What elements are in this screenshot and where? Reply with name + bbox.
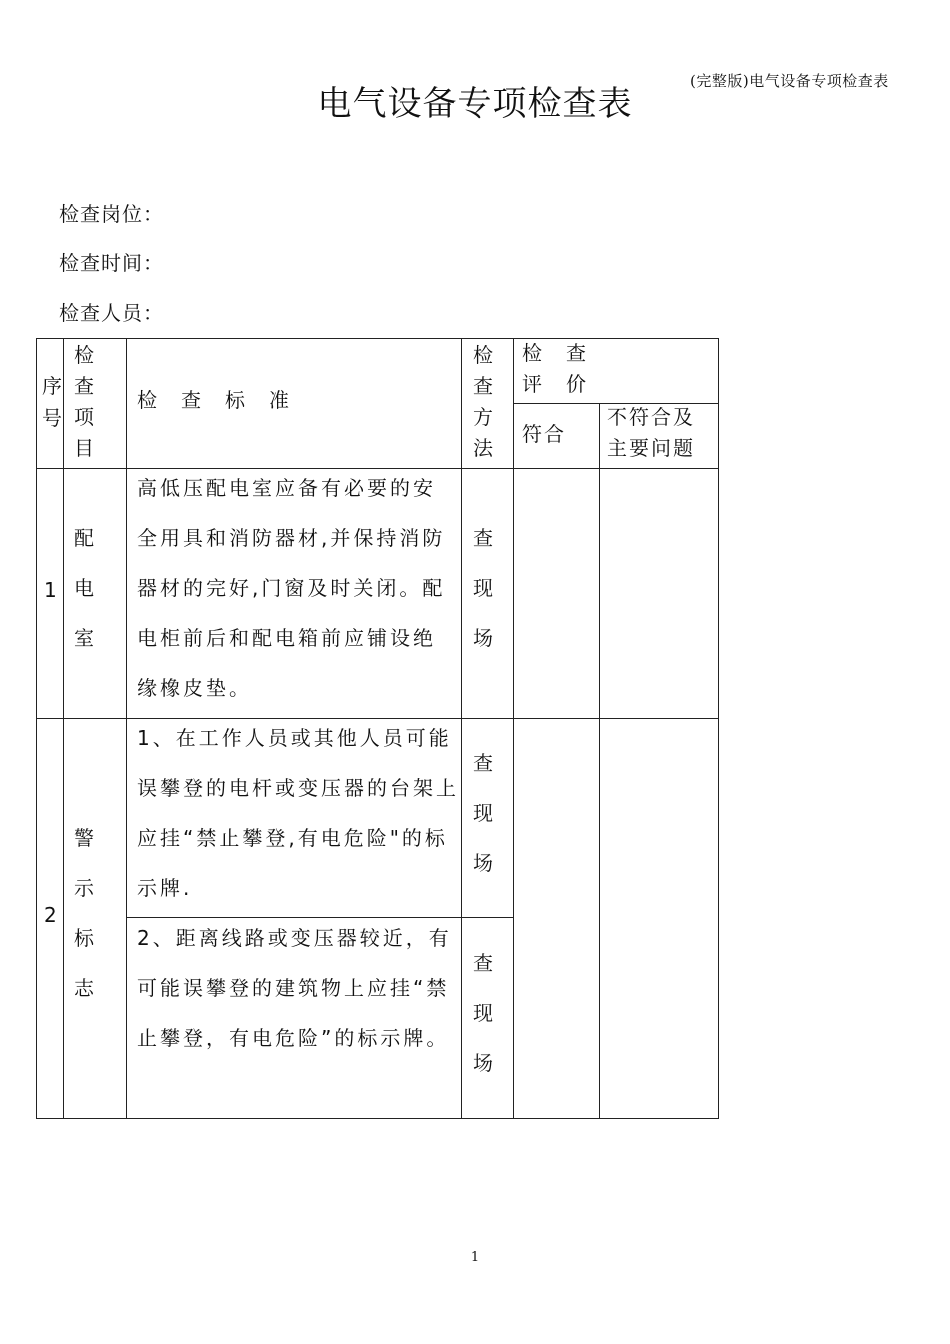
row-noncomply-cell[interactable]: [600, 469, 718, 718]
page-number: 1: [470, 1250, 480, 1265]
meta-post: 检查岗位：: [59, 202, 164, 226]
row-comply-cell[interactable]: [514, 719, 599, 1118]
row-comply-cell[interactable]: [514, 469, 599, 718]
row-method-1: 查现场: [473, 751, 493, 875]
row-item: 警示标志: [74, 826, 94, 1000]
header-no: 序号: [42, 374, 62, 430]
row-number: 2: [44, 903, 59, 927]
row-standard-2: 2、距离线路或变压器较近，有可能误攀登的建筑物上应挂“禁止攀登，有电危险”的标示牌。: [137, 926, 452, 1050]
header-item: 检查项目: [74, 343, 94, 460]
header-noncomply: 不符合及主要问题: [607, 405, 695, 460]
header-comply: 符合: [522, 422, 566, 446]
meta-time: 检查时间：: [59, 251, 164, 275]
header-evaluation: 检 查 评 价: [522, 341, 588, 396]
page-title: 电气设备专项检查表: [317, 84, 633, 124]
row-item: 配电室: [74, 526, 94, 650]
row-method-2: 查现场: [473, 951, 493, 1075]
header-method: 检查方法: [473, 343, 493, 460]
row-standard-1: 1、在工作人员或其他人员可能误攀登的电杆或变压器的台架上应挂“禁止攀登,有电危险"的标示牌.: [137, 726, 459, 900]
row-method: 查现场: [473, 526, 493, 650]
row-noncomply-cell[interactable]: [600, 719, 718, 1118]
row-number: 1: [44, 578, 59, 602]
meta-staff: 检查人员：: [59, 301, 164, 325]
row-standard: 高低压配电室应备有必要的安全用具和消防器材,并保持消防器材的完好,门窗及时关闭。配电柜前后和配电箱前应铺设绝缘橡皮垫。: [137, 476, 446, 700]
header-standard: 检 查 标 准: [137, 388, 291, 412]
header-note: (完整版)电气设备专项检查表: [690, 72, 889, 90]
